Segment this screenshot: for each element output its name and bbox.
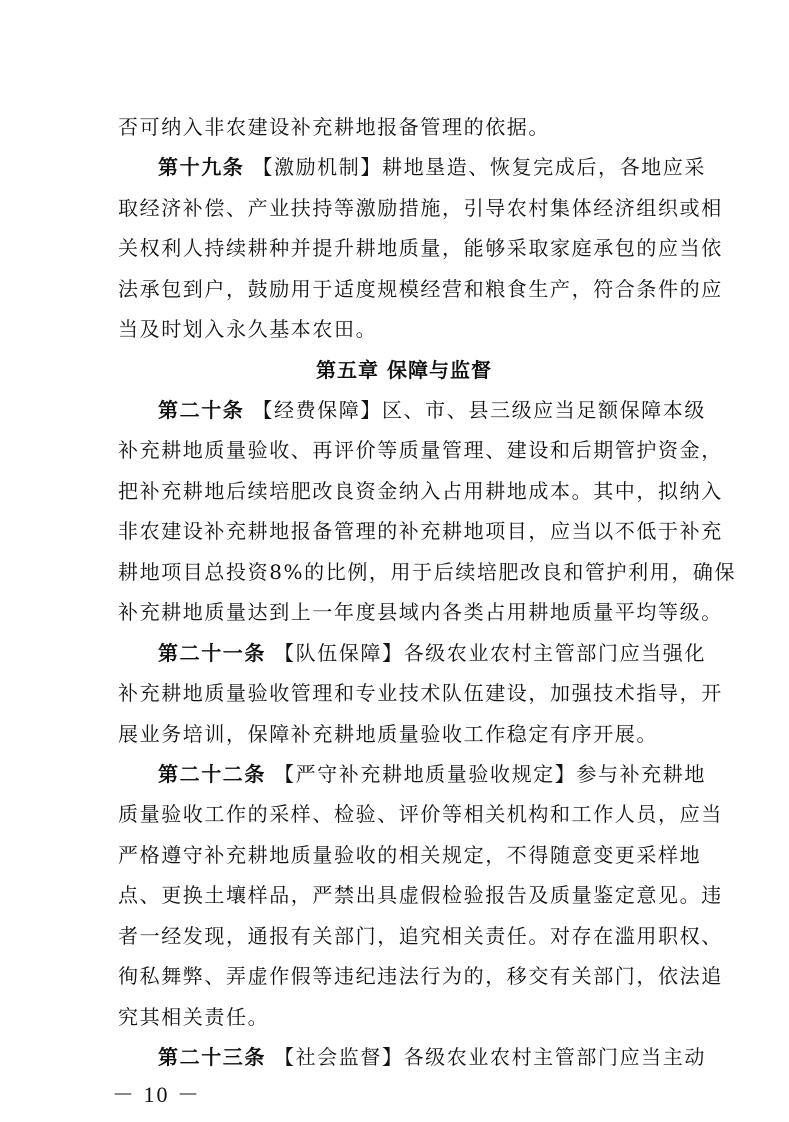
paragraph-line: 究其相关责任。: [118, 1005, 270, 1029]
paragraph-line: 取经济补偿、产业扶持等激励措施，引导农村集体经济组织或相: [118, 196, 723, 220]
article-title: 第二十二条: [158, 762, 266, 786]
paragraph-line: 点、更换土壤样品，严禁出具虚假检验报告及质量鉴定意见。违: [118, 883, 723, 907]
paragraph-line: 补充耕地质量验收、再评价等质量管理、建设和后期管护资金，: [118, 438, 723, 462]
article-tag: 【队伍保障】: [273, 641, 404, 665]
article-title: 第二十一条: [158, 641, 266, 665]
paragraph-line: 展业务培训，保障补充耕地质量验收工作稳定有序开展。: [118, 722, 658, 746]
paragraph-line: 补充耕地质量达到上一年度县域内各类占用耕地质量平均等级。: [118, 600, 723, 624]
paragraph-line: 质量验收工作的采样、检验、评价等相关机构和工作人员，应当: [118, 802, 723, 826]
article-19-first-line: [158, 150, 706, 184]
article-text: 各级农业农村主管部门应当主动: [403, 1045, 706, 1069]
article-23-first-line: [158, 1040, 706, 1074]
paragraph-line: 者一经发现，通报有关部门，追究相关责任。对存在滥用职权、: [118, 924, 723, 948]
article-text: 参与补充耕地: [576, 762, 706, 786]
paragraph-line: 否可纳入非农建设补充耕地报备管理的依据。: [118, 115, 550, 139]
article-tag: 【经费保障】: [252, 398, 382, 422]
paragraph-line: 把补充耕地后续培肥改良资金纳入占用耕地成本。其中，拟纳入: [118, 479, 723, 503]
paragraph-line: 耕地项目总投资8%的比例，用于后续培肥改良和管护利用，确保: [118, 560, 737, 584]
paragraph-line: 法承包到户，鼓励用于适度规模经营和粮食生产，符合条件的应: [118, 277, 723, 301]
article-title: 第二十条: [158, 398, 245, 422]
article-text: 各级农业农村主管部门应当强化: [403, 641, 706, 665]
article-21-first-line: [158, 636, 706, 670]
article-22-first-line: [158, 757, 706, 791]
paragraph-line: 当及时划入永久基本农田。: [118, 317, 378, 341]
article-text: 耕地垦造、恢复完成后，各地应采: [381, 155, 706, 179]
paragraph-line: 关权利人持续耕种并提升耕地质量，能够采取家庭承包的应当依: [118, 236, 723, 260]
paragraph-line: 补充耕地质量验收管理和专业技术队伍建设，加强技术指导，开: [118, 681, 723, 705]
article-tag: 【严守补充耕地质量验收规定】: [273, 762, 577, 786]
chapter-heading: 第五章 保障与监督: [316, 358, 492, 382]
article-title: 第二十三条: [158, 1045, 266, 1069]
article-20-first-line: [158, 393, 706, 427]
paragraph-line: 非农建设补充耕地报备管理的补充耕地项目，应当以不低于补充: [118, 519, 723, 543]
article-title: 第十九条: [158, 155, 245, 179]
article-tag: 【激励机制】: [252, 155, 382, 179]
paragraph-line: 徇私舞弊、弄虚作假等违纪违法行为的，移交有关部门，依法追: [118, 964, 723, 988]
page-number: － 10 －: [112, 1082, 202, 1107]
article-tag: 【社会监督】: [273, 1045, 404, 1069]
paragraph-line: 严格遵守补充耕地质量验收的相关规定，不得随意变更采样地: [118, 843, 702, 867]
article-text: 区、市、县三级应当足额保障本级: [381, 398, 706, 422]
